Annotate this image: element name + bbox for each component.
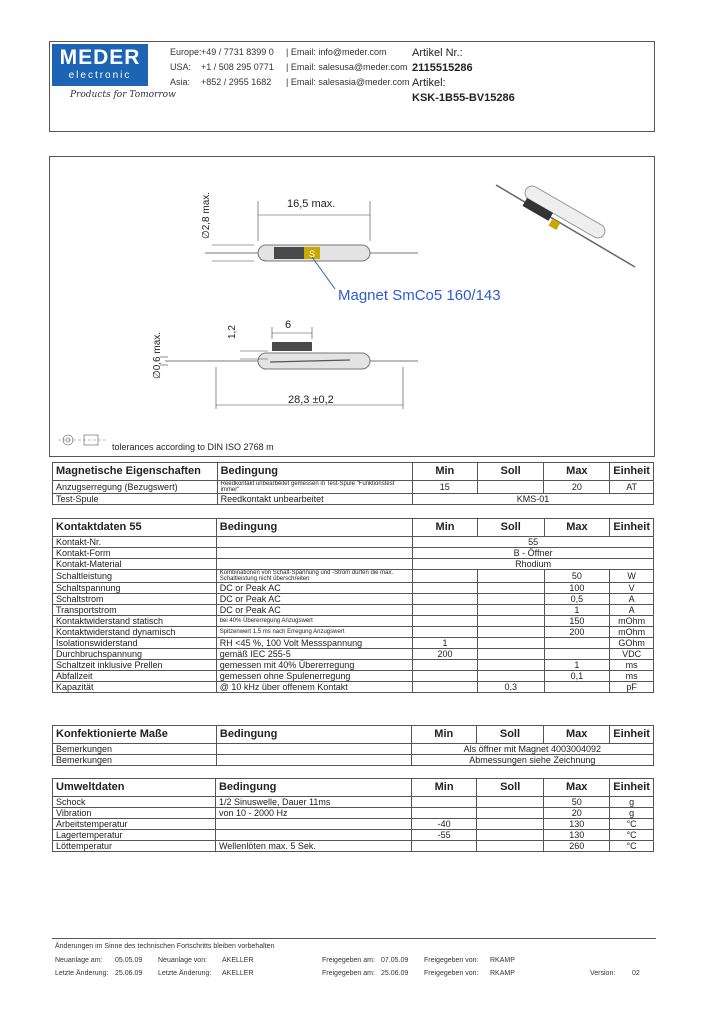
logo-text: MEDER bbox=[59, 46, 141, 69]
param-value: KMS-01 bbox=[412, 494, 653, 505]
dim-body-length: 16,5 max. bbox=[287, 198, 336, 210]
param-condition: bei 40% Übererregung Anzugswert bbox=[216, 616, 412, 627]
table-row bbox=[53, 649, 654, 660]
param-max: 130 bbox=[544, 830, 610, 841]
param-condition bbox=[216, 537, 412, 548]
param-min bbox=[412, 797, 477, 808]
table-heading: Umweltdaten bbox=[53, 779, 216, 797]
created-by-value: AKELLER bbox=[222, 957, 254, 964]
modified-on-value: 25.06.09 bbox=[115, 970, 143, 977]
param-min: -40 bbox=[412, 819, 477, 830]
param-unit: g bbox=[610, 797, 654, 808]
table-row bbox=[53, 605, 654, 616]
param-max: 20 bbox=[544, 481, 610, 494]
artikel-label: Artikel: bbox=[412, 77, 446, 89]
table-row bbox=[53, 638, 654, 649]
param-unit: GOhm bbox=[610, 638, 654, 649]
param-condition: @ 10 kHz über offenem Kontakt bbox=[216, 682, 412, 693]
param-name: Test-Spule bbox=[53, 494, 218, 505]
artikel-value: KSK-1B55-BV15286 bbox=[412, 92, 515, 104]
column-header: Min bbox=[411, 726, 476, 744]
version-label: Version: bbox=[590, 970, 616, 977]
table-row bbox=[53, 682, 654, 693]
param-max: 130 bbox=[544, 819, 610, 830]
table-row bbox=[53, 537, 654, 548]
table-header bbox=[53, 519, 654, 537]
param-min: 15 bbox=[412, 481, 477, 494]
contact-phone: +852 / 2955 1682 bbox=[201, 77, 272, 87]
param-soll bbox=[477, 594, 544, 605]
param-soll bbox=[477, 570, 544, 583]
table-row bbox=[53, 559, 654, 570]
column-header: Bedingung bbox=[215, 779, 411, 797]
param-name: Kontakt-Nr. bbox=[53, 537, 217, 548]
param-condition: Spitzenwert 1,5 ms nach Erregung Anzugswert bbox=[216, 627, 412, 638]
table-row bbox=[53, 570, 654, 583]
param-unit: A bbox=[610, 605, 654, 616]
param-min: 200 bbox=[413, 649, 478, 660]
approved-by-value: RKAMP bbox=[490, 957, 515, 964]
param-name: Schock bbox=[53, 797, 216, 808]
param-min bbox=[413, 605, 478, 616]
param-soll bbox=[477, 605, 544, 616]
lead-wire-3d bbox=[496, 185, 635, 267]
param-min bbox=[413, 671, 478, 682]
param-name: Schaltzeit inklusive Prellen bbox=[53, 660, 217, 671]
table-row bbox=[53, 797, 654, 808]
param-unit: pF bbox=[610, 682, 654, 693]
artikel-nr-label: Artikel Nr.: bbox=[412, 47, 463, 59]
param-condition bbox=[216, 559, 412, 570]
param-unit: ms bbox=[610, 660, 654, 671]
contact-region: Europe: bbox=[170, 47, 202, 57]
param-condition bbox=[216, 744, 411, 755]
param-min bbox=[412, 808, 477, 819]
column-header: Soll bbox=[477, 463, 544, 481]
table-header bbox=[53, 463, 654, 481]
param-min bbox=[413, 583, 478, 594]
param-condition: Reedkontakt unbearbeitet gemessen in Test-Spule "Funktionstest immer" bbox=[217, 481, 412, 494]
param-condition: gemessen ohne Spulenerregung bbox=[216, 671, 412, 682]
modified-on-label: Letzte Änderung: bbox=[55, 970, 109, 977]
param-min bbox=[413, 594, 478, 605]
param-value: Als öffner mit Magnet 4003004092 bbox=[411, 744, 653, 755]
param-soll bbox=[477, 616, 544, 627]
param-name: Kontaktwiderstand statisch bbox=[53, 616, 217, 627]
param-name: Kapazität bbox=[53, 682, 217, 693]
param-unit: VDC bbox=[610, 649, 654, 660]
param-name: Kontakt-Form bbox=[53, 548, 217, 559]
table-row bbox=[53, 481, 654, 494]
contact-region: Asia: bbox=[170, 77, 191, 87]
article-info bbox=[412, 46, 515, 106]
column-header: Einheit bbox=[610, 779, 654, 797]
environmental-table bbox=[52, 778, 654, 852]
footer-note: Änderungen im Sinne des technischen Fortschritts bleiben vorbehalten bbox=[55, 943, 275, 950]
param-min: 1 bbox=[413, 638, 478, 649]
table-row bbox=[53, 660, 654, 671]
param-soll bbox=[477, 797, 544, 808]
column-header: Max bbox=[544, 463, 610, 481]
table-row bbox=[53, 548, 654, 559]
param-min bbox=[413, 660, 478, 671]
param-condition bbox=[215, 830, 411, 841]
approved-on-label: Freigegeben am: bbox=[322, 970, 375, 977]
dimensions-table bbox=[52, 725, 654, 766]
table-row bbox=[53, 808, 654, 819]
param-condition: DC or Peak AC bbox=[216, 605, 412, 616]
approved-by-label: Freigegeben von: bbox=[424, 970, 479, 977]
param-condition: DC or Peak AC bbox=[216, 594, 412, 605]
param-name: Transportstrom bbox=[53, 605, 217, 616]
table-row bbox=[53, 755, 654, 766]
param-name: Isolationswiderstand bbox=[53, 638, 217, 649]
dim-offset: 1,2 bbox=[227, 325, 238, 339]
param-max: 150 bbox=[544, 616, 610, 627]
param-max: 50 bbox=[544, 570, 610, 583]
column-header: Max bbox=[544, 726, 610, 744]
param-max bbox=[544, 649, 610, 660]
param-max: 0,1 bbox=[544, 671, 610, 682]
param-max: 50 bbox=[544, 797, 610, 808]
approved-by-label: Freigegeben von: bbox=[424, 957, 479, 964]
column-header: Einheit bbox=[610, 463, 654, 481]
created-on-value: 05.05.09 bbox=[115, 957, 143, 964]
param-condition: von 10 - 2000 Hz bbox=[215, 808, 411, 819]
param-unit: g bbox=[610, 808, 654, 819]
param-soll bbox=[477, 808, 544, 819]
param-condition: Kombinationen von Schalt-Spannung und -Strom dürfen die max. Schaltleistung nicht überschreiten bbox=[216, 570, 412, 583]
param-name: Kontaktwiderstand dynamisch bbox=[53, 627, 217, 638]
meder-logo bbox=[52, 44, 148, 86]
contact-phones bbox=[201, 45, 274, 90]
table-row bbox=[53, 819, 654, 830]
param-value: 55 bbox=[413, 537, 654, 548]
column-header: Soll bbox=[477, 519, 544, 537]
param-max: 20 bbox=[544, 808, 610, 819]
contact-email: | Email: info@meder.com bbox=[286, 47, 387, 57]
approved-on-value: 07.05.09 bbox=[381, 957, 409, 964]
param-name: Anzugserregung (Bezugswert) bbox=[53, 481, 218, 494]
contact-data-table bbox=[52, 518, 654, 693]
column-header: Bedingung bbox=[216, 726, 411, 744]
column-header: Min bbox=[413, 519, 478, 537]
contact-phone: +1 / 508 295 0771 bbox=[201, 62, 274, 72]
param-condition: DC or Peak AC bbox=[216, 583, 412, 594]
approved-by-value: RKAMP bbox=[490, 970, 515, 977]
param-value: Rhodium bbox=[413, 559, 654, 570]
created-on-label: Neuanlage am: bbox=[55, 957, 103, 964]
contact-phone: +49 / 7731 8399 0 bbox=[201, 47, 274, 57]
magnet-block bbox=[274, 247, 304, 259]
logo-subtext: electronic bbox=[68, 70, 132, 81]
dim-diameter-body: ∅2,8 max. bbox=[201, 191, 212, 239]
param-condition: RH <45 %, 100 Volt Messspannung bbox=[216, 638, 412, 649]
magnet-label: Magnet SmCo5 160/143 bbox=[338, 287, 501, 304]
param-soll bbox=[477, 841, 544, 852]
dim-magnet-length: 6 bbox=[285, 319, 292, 331]
dim-wire-diameter: ∅0,6 max. bbox=[152, 331, 163, 379]
param-min bbox=[413, 627, 478, 638]
param-soll bbox=[477, 638, 544, 649]
param-unit: mOhm bbox=[610, 627, 654, 638]
param-min bbox=[413, 682, 478, 693]
table-row bbox=[53, 627, 654, 638]
column-header: Einheit bbox=[610, 726, 654, 744]
param-soll bbox=[477, 627, 544, 638]
param-name: Löttemperatur bbox=[53, 841, 216, 852]
param-unit: A bbox=[610, 594, 654, 605]
param-name: Kontakt-Material bbox=[53, 559, 217, 570]
param-unit: °C bbox=[610, 830, 654, 841]
param-name: Durchbruchspannung bbox=[53, 649, 217, 660]
table-row bbox=[53, 671, 654, 682]
param-soll bbox=[477, 671, 544, 682]
column-header: Soll bbox=[476, 726, 543, 744]
param-unit: V bbox=[610, 583, 654, 594]
param-unit: ms bbox=[610, 671, 654, 682]
param-unit: W bbox=[610, 570, 654, 583]
param-name: Bemerkungen bbox=[53, 755, 217, 766]
column-header: Max bbox=[544, 519, 610, 537]
param-soll bbox=[477, 481, 544, 494]
version-value: 02 bbox=[632, 970, 640, 977]
param-condition bbox=[215, 819, 411, 830]
param-soll bbox=[477, 819, 544, 830]
param-name: Schaltstrom bbox=[53, 594, 217, 605]
tolerances-note: tolerances according to DIN ISO 2768 m bbox=[112, 442, 274, 452]
param-condition bbox=[216, 548, 412, 559]
param-max bbox=[544, 682, 610, 693]
table-row bbox=[53, 583, 654, 594]
table-row bbox=[53, 616, 654, 627]
param-unit: °C bbox=[610, 819, 654, 830]
param-value: B - Öffner bbox=[413, 548, 654, 559]
param-unit: °C bbox=[610, 841, 654, 852]
contact-email: | Email: salesasia@meder.com bbox=[286, 77, 410, 87]
param-max: 100 bbox=[544, 583, 610, 594]
param-condition: Reedkontakt unbearbeitet bbox=[217, 494, 412, 505]
param-name: Lagertemperatur bbox=[53, 830, 216, 841]
column-header: Bedingung bbox=[216, 519, 412, 537]
param-soll bbox=[477, 660, 544, 671]
table-header bbox=[53, 779, 654, 797]
param-name: Abfallzeit bbox=[53, 671, 217, 682]
table-header bbox=[53, 726, 654, 744]
artikel-nr-value: 2115515286 bbox=[412, 62, 473, 74]
created-by-label: Neuanlage von: bbox=[158, 957, 208, 964]
approved-on-label: Freigegeben am: bbox=[322, 957, 375, 964]
table-heading: Magnetische Eigenschaften bbox=[53, 463, 218, 481]
modified-by-value: AKELLER bbox=[222, 970, 254, 977]
param-min bbox=[413, 570, 478, 583]
table-row bbox=[53, 494, 654, 505]
param-name: Schaltspannung bbox=[53, 583, 217, 594]
param-max: 1 bbox=[544, 660, 610, 671]
param-max: 0,5 bbox=[544, 594, 610, 605]
modified-by-label: Letzte Änderung: bbox=[158, 970, 212, 977]
footer-divider bbox=[52, 938, 656, 939]
param-unit: AT bbox=[610, 481, 654, 494]
slogan: Products for Tomorrow bbox=[70, 90, 176, 100]
contact-emails bbox=[286, 45, 410, 90]
table-heading: Kontaktdaten 55 bbox=[53, 519, 217, 537]
table-row bbox=[53, 744, 654, 755]
technical-drawing bbox=[50, 157, 653, 455]
column-header: Max bbox=[544, 779, 610, 797]
contact-region: USA: bbox=[170, 62, 192, 72]
param-condition: Wellenlöten max. 5 Sek. bbox=[215, 841, 411, 852]
param-name: Bemerkungen bbox=[53, 744, 217, 755]
column-header: Soll bbox=[477, 779, 544, 797]
table-heading: Konfektionierte Maße bbox=[53, 726, 217, 744]
param-max bbox=[544, 638, 610, 649]
param-soll bbox=[477, 830, 544, 841]
param-condition: gemäß IEC 255-5 bbox=[216, 649, 412, 660]
param-name: Arbeitstemperatur bbox=[53, 819, 216, 830]
param-min bbox=[412, 841, 477, 852]
column-header: Bedingung bbox=[217, 463, 412, 481]
table-row bbox=[53, 841, 654, 852]
table-row bbox=[53, 594, 654, 605]
dim-total-length: 28,3 ±0,2 bbox=[288, 394, 334, 406]
magnet-marker: S bbox=[308, 249, 316, 259]
approved-on-value: 25.06.09 bbox=[381, 970, 409, 977]
param-soll bbox=[477, 649, 544, 660]
magnet-block bbox=[272, 342, 312, 351]
contact-regions bbox=[170, 45, 202, 90]
magnetic-properties-table bbox=[52, 462, 654, 505]
param-max: 260 bbox=[544, 841, 610, 852]
param-unit: mOhm bbox=[610, 616, 654, 627]
param-condition: gemessen mit 40% Übererregung bbox=[216, 660, 412, 671]
column-header: Einheit bbox=[610, 519, 654, 537]
param-min bbox=[413, 616, 478, 627]
param-soll: 0,3 bbox=[477, 682, 544, 693]
column-header: Min bbox=[412, 779, 477, 797]
param-value: Abmessungen siehe Zeichnung bbox=[411, 755, 653, 766]
magnet-pole-3d bbox=[549, 219, 561, 230]
param-max: 1 bbox=[544, 605, 610, 616]
param-name: Schaltleistung bbox=[53, 570, 217, 583]
param-condition: 1/2 Sinuswelle, Dauer 11ms bbox=[215, 797, 411, 808]
param-condition bbox=[216, 755, 411, 766]
param-name: Vibration bbox=[53, 808, 216, 819]
contact-email: | Email: salesusa@meder.com bbox=[286, 62, 408, 72]
column-header: Min bbox=[412, 463, 477, 481]
param-soll bbox=[477, 583, 544, 594]
table-row bbox=[53, 830, 654, 841]
param-min: -55 bbox=[412, 830, 477, 841]
param-max: 200 bbox=[544, 627, 610, 638]
